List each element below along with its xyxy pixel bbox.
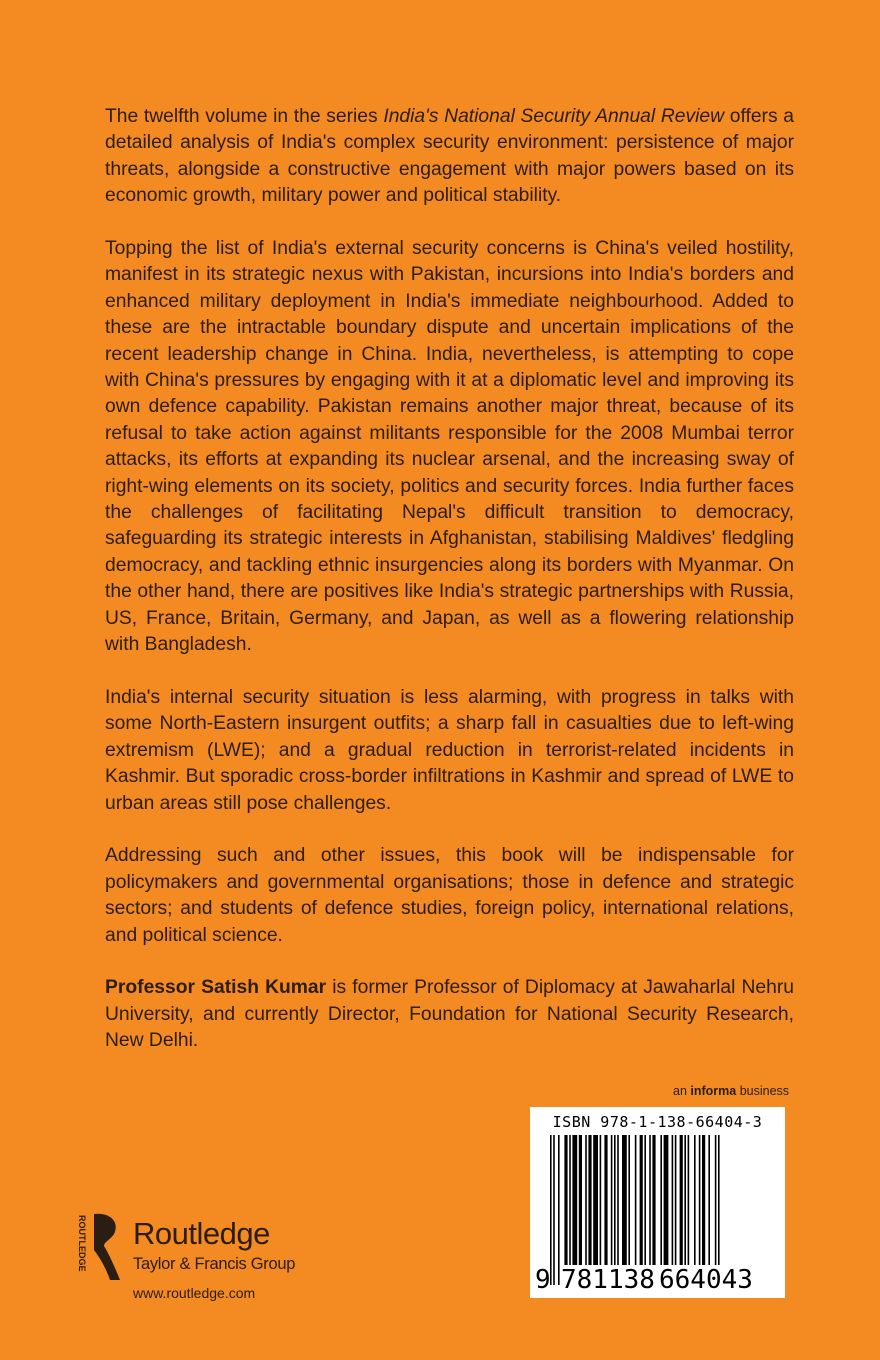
isbn-barcode (530, 1107, 785, 1298)
barcode-bar (649, 1135, 651, 1285)
back-cover-blurb (105, 104, 794, 1081)
barcode-bar (553, 1135, 555, 1285)
author-name: Professor Satish Kumar (105, 977, 327, 999)
barcode-bar (718, 1135, 720, 1285)
barcode-bar (672, 1135, 674, 1285)
publisher-name: Routledge (133, 1216, 270, 1251)
barcode-bar (708, 1135, 710, 1285)
barcode-bar (640, 1135, 643, 1285)
barcode-bar (660, 1135, 662, 1285)
barcode-bar (579, 1135, 582, 1285)
barcode-bar (569, 1135, 571, 1285)
barcode-bar (611, 1135, 613, 1285)
barcode-bar (699, 1135, 701, 1285)
barcode-digits-group-2: 664043 (659, 1265, 753, 1295)
barcode-bar (680, 1135, 683, 1285)
blurb-paragraph-2: Topping the list of India's external security concerns is China's veiled hostility, manifest in its strategic nexus with Pakistan, incursions into India's borders and enhanced military deployment in India's immediate neighbourhood. Added to these are the intractable boundary dispute and uncertain implications of the recent leadership change in China. India, nevertheless, is attempting to cope with China's pressures by engaging with it at a diplomatic level and improving its own defence capability. Pakistan remains another major threat, because of its refusal to take action against militants responsible for the 2008 Mumbai terror attacks, its efforts at expanding its nuclear arsenal, and the increasing sway of right-wing elements on its society, politics and security forces. India further faces the challenges of facilitating Nepal's difficult transition to democracy, safeguarding its strategic interests in Afghanistan, stabilising Maldives' fledgling democracy, and tackling ethnic insurgencies along its borders with Myanmar. On the other hand, there are positives like India's strategic partnerships with Russia, US, France, Britain, Germany, and Japan, as well as a flowering relationship with Bangladesh. (105, 238, 794, 656)
barcode-bar (628, 1135, 630, 1285)
barcode-bar (644, 1135, 646, 1285)
informa-tagline (673, 1084, 789, 1098)
barcode-bar (558, 1135, 560, 1285)
barcode-bar (604, 1135, 607, 1285)
barcode-bar (564, 1135, 567, 1285)
barcode-bars (550, 1135, 760, 1285)
barcode-bar (622, 1135, 627, 1285)
blurb-paragraph-1 (105, 104, 794, 210)
isbn-text: ISBN 978-1-138-66404-3 (552, 1113, 763, 1131)
barcode-bar (664, 1135, 669, 1285)
barcode-bar (684, 1135, 686, 1285)
blurb-paragraph-4: Addressing such and other issues, this book will be indispensable for policymakers and governmental organisations; those in defence and strategic sectors; and students of defence studies, foreign policy, international relations, and political science. (105, 845, 794, 946)
barcode-bar (675, 1135, 677, 1285)
barcode-bar (688, 1135, 690, 1285)
author-bio (105, 975, 794, 1054)
text: an (673, 1084, 691, 1098)
barcode-bar (694, 1135, 696, 1285)
barcode-bar (702, 1135, 705, 1285)
text: offers a detailed analysis of India's complex security environment: persistence of major threats, alongside a constructive engagement with major powers based on its economic growth, military power and political stability. (105, 106, 795, 207)
publisher-url[interactable]: www.routledge.com (133, 1285, 256, 1301)
barcode-bar (715, 1135, 717, 1285)
blurb-paragraph-3: India's internal security situation is less alarming, with progress in talks with some North-Eastern insurgent outfits; a sharp fall in casualties due to left-wing extremism (LWE); and a gradual reduction in terrorist-related incidents in Kashmir. But sporadic cross-border infiltrations in Kashmir and spread of LWE to urban areas still pose challenges. (105, 686, 794, 814)
barcode-digits-group-1: 781138 (561, 1265, 655, 1295)
barcode-bar (600, 1135, 602, 1285)
series-title: India's National Security Annual Review (383, 106, 725, 127)
barcode-bar (614, 1135, 616, 1285)
barcode-bar (652, 1135, 655, 1285)
routledge-logo-icon (70, 1212, 125, 1282)
barcode-bar (635, 1135, 637, 1285)
author-bio-text: is former Professor of Diplomacy at Jawaharlal Nehru University, and currently Director, Foundation for National Security Research, New Delhi. (105, 977, 794, 1052)
barcode-bar (593, 1135, 598, 1285)
barcode-digit-first: 9 (535, 1265, 551, 1295)
barcode-bar (572, 1135, 577, 1285)
barcode-bar (585, 1135, 587, 1285)
informa-brand: informa (690, 1084, 737, 1098)
routledge-vertical-wordmark: ROUTLEDGE (77, 1215, 87, 1272)
publisher-group: Taylor & Francis Group (133, 1255, 296, 1273)
barcode-bar (617, 1135, 619, 1285)
text: business (736, 1084, 790, 1098)
barcode-bar (588, 1135, 591, 1285)
barcode-bar (550, 1135, 552, 1285)
text: The twelfth volume in the series (105, 106, 384, 127)
